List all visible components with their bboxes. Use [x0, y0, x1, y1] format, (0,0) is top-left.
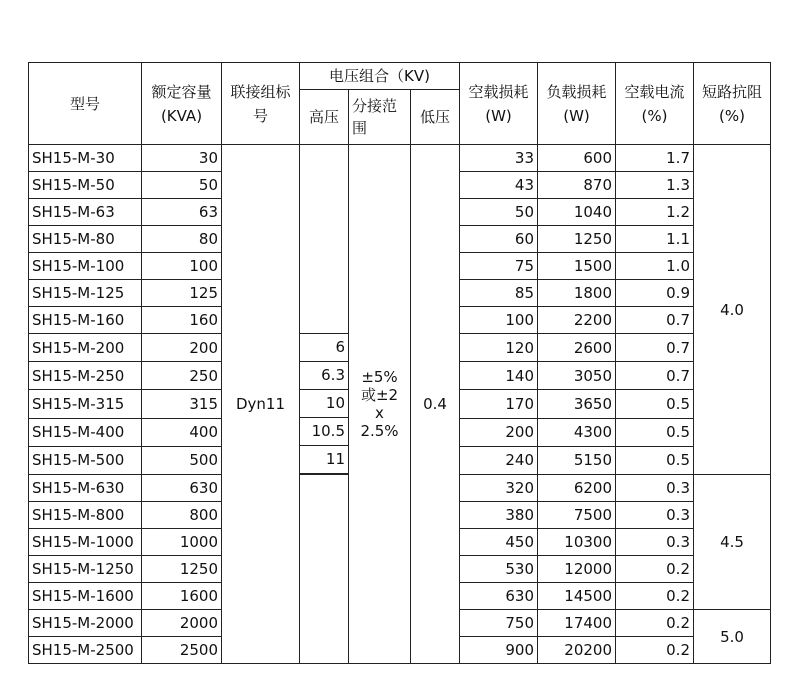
cell-no-load-loss: 380 [460, 502, 538, 529]
cell-no-load-current: 1.0 [616, 253, 694, 280]
cell-capacity: 125 [142, 280, 222, 307]
header-load-loss: 负载损耗 (W) [538, 63, 616, 145]
cell-capacity: 400 [142, 418, 222, 446]
cell-model: SH15-M-63 [29, 199, 142, 226]
cell-load-loss: 14500 [538, 583, 616, 610]
transformer-spec-table [28, 62, 771, 664]
header-lv: 低压 [411, 90, 460, 145]
cell-capacity: 315 [142, 390, 222, 418]
cell-model: SH15-M-200 [29, 334, 142, 362]
table-header [29, 63, 771, 145]
cell-model: SH15-M-400 [29, 418, 142, 446]
hv-value: 11 [300, 446, 348, 474]
cell-load-loss: 17400 [538, 610, 616, 637]
hv-value: 10.5 [300, 418, 348, 446]
cell-no-load-current: 0.2 [616, 556, 694, 583]
cell-capacity: 1000 [142, 529, 222, 556]
cell-hv-blank [300, 145, 349, 334]
hv-value: 6 [300, 334, 348, 362]
cell-model: SH15-M-1000 [29, 529, 142, 556]
cell-no-load-loss: 50 [460, 199, 538, 226]
cell-tap-range [349, 145, 411, 664]
cell-model: SH15-M-160 [29, 307, 142, 334]
cell-no-load-loss: 750 [460, 610, 538, 637]
cell-model: SH15-M-100 [29, 253, 142, 280]
cell-no-load-current: 0.2 [616, 583, 694, 610]
cell-no-load-current: 0.5 [616, 390, 694, 418]
cell-load-loss: 2200 [538, 307, 616, 334]
cell-capacity: 160 [142, 307, 222, 334]
cell-no-load-loss: 33 [460, 145, 538, 172]
cell-no-load-loss: 530 [460, 556, 538, 583]
header-impedance: 短路抗阻 (%) [694, 63, 771, 145]
hv-value: 6.3 [300, 362, 348, 390]
cell-capacity: 500 [142, 446, 222, 474]
cell-load-loss: 2600 [538, 334, 616, 362]
cell-no-load-loss: 43 [460, 172, 538, 199]
tap-range-line: ±5% [361, 368, 398, 386]
cell-hv-values [300, 334, 349, 475]
cell-model: SH15-M-2500 [29, 637, 142, 664]
cell-no-load-loss: 630 [460, 583, 538, 610]
cell-capacity: 1600 [142, 583, 222, 610]
cell-load-loss: 1800 [538, 280, 616, 307]
cell-model: SH15-M-1600 [29, 583, 142, 610]
cell-no-load-current: 0.2 [616, 637, 694, 664]
cell-no-load-loss: 170 [460, 390, 538, 418]
cell-load-loss: 20200 [538, 637, 616, 664]
cell-no-load-loss: 240 [460, 446, 538, 474]
cell-impedance: 4.0 [694, 145, 771, 475]
cell-no-load-current: 0.7 [616, 362, 694, 390]
table-row [29, 145, 771, 172]
cell-capacity: 63 [142, 199, 222, 226]
cell-no-load-loss: 100 [460, 307, 538, 334]
cell-capacity: 1250 [142, 556, 222, 583]
cell-model: SH15-M-2000 [29, 610, 142, 637]
cell-hv-tail [300, 475, 349, 664]
cell-lv: 0.4 [411, 145, 460, 664]
cell-no-load-loss: 75 [460, 253, 538, 280]
cell-load-loss: 3650 [538, 390, 616, 418]
table-body [29, 145, 771, 664]
cell-capacity: 630 [142, 475, 222, 502]
cell-impedance: 5.0 [694, 610, 771, 664]
cell-model: SH15-M-500 [29, 446, 142, 474]
cell-capacity: 200 [142, 334, 222, 362]
cell-no-load-current: 1.7 [616, 145, 694, 172]
cell-model: SH15-M-315 [29, 390, 142, 418]
cell-no-load-loss: 140 [460, 362, 538, 390]
cell-no-load-current: 0.2 [616, 610, 694, 637]
cell-no-load-loss: 320 [460, 475, 538, 502]
cell-load-loss: 870 [538, 172, 616, 199]
hv-value: 10 [300, 390, 348, 418]
header-no-load-current: 空载电流 (%) [616, 63, 694, 145]
cell-load-loss: 1500 [538, 253, 616, 280]
cell-no-load-loss: 200 [460, 418, 538, 446]
cell-model: SH15-M-250 [29, 362, 142, 390]
cell-model: SH15-M-630 [29, 475, 142, 502]
tap-range-line: x [375, 404, 384, 422]
cell-capacity: 80 [142, 226, 222, 253]
header-voltage-group: 电压组合（KV) [300, 63, 460, 90]
cell-no-load-current: 0.3 [616, 475, 694, 502]
header-model: 型号 [29, 63, 142, 145]
cell-no-load-loss: 900 [460, 637, 538, 664]
tap-range-line: 或±2 [360, 386, 399, 404]
cell-no-load-loss: 450 [460, 529, 538, 556]
cell-no-load-current: 0.3 [616, 502, 694, 529]
cell-connection: Dyn11 [222, 145, 300, 664]
cell-model: SH15-M-1250 [29, 556, 142, 583]
cell-capacity: 30 [142, 145, 222, 172]
cell-load-loss: 6200 [538, 475, 616, 502]
cell-no-load-current: 0.3 [616, 529, 694, 556]
cell-no-load-current: 1.3 [616, 172, 694, 199]
cell-load-loss: 5150 [538, 446, 616, 474]
cell-load-loss: 1250 [538, 226, 616, 253]
header-no-load-loss: 空载损耗 (W) [460, 63, 538, 145]
cell-no-load-current: 0.5 [616, 418, 694, 446]
cell-load-loss: 7500 [538, 502, 616, 529]
header-hv: 高压 [300, 90, 349, 145]
cell-no-load-current: 1.2 [616, 199, 694, 226]
cell-capacity: 250 [142, 362, 222, 390]
cell-model: SH15-M-80 [29, 226, 142, 253]
cell-model: SH15-M-30 [29, 145, 142, 172]
cell-no-load-current: 0.7 [616, 334, 694, 362]
cell-model: SH15-M-800 [29, 502, 142, 529]
header-connection: 联接组标 号 [222, 63, 300, 145]
cell-no-load-current: 1.1 [616, 226, 694, 253]
tap-range-line: 2.5% [360, 422, 399, 440]
header-tap-range: 分接范 围 [349, 90, 411, 145]
cell-no-load-current: 0.5 [616, 446, 694, 474]
cell-load-loss: 12000 [538, 556, 616, 583]
cell-capacity: 100 [142, 253, 222, 280]
cell-capacity: 50 [142, 172, 222, 199]
cell-no-load-loss: 85 [460, 280, 538, 307]
cell-capacity: 800 [142, 502, 222, 529]
cell-model: SH15-M-125 [29, 280, 142, 307]
header-capacity: 额定容量 (KVA) [142, 63, 222, 145]
cell-load-loss: 600 [538, 145, 616, 172]
cell-capacity: 2000 [142, 610, 222, 637]
cell-no-load-loss: 120 [460, 334, 538, 362]
cell-load-loss: 1040 [538, 199, 616, 226]
cell-load-loss: 10300 [538, 529, 616, 556]
cell-model: SH15-M-50 [29, 172, 142, 199]
cell-load-loss: 4300 [538, 418, 616, 446]
cell-capacity: 2500 [142, 637, 222, 664]
cell-no-load-loss: 60 [460, 226, 538, 253]
cell-no-load-current: 0.9 [616, 280, 694, 307]
cell-impedance: 4.5 [694, 475, 771, 610]
cell-no-load-current: 0.7 [616, 307, 694, 334]
cell-load-loss: 3050 [538, 362, 616, 390]
